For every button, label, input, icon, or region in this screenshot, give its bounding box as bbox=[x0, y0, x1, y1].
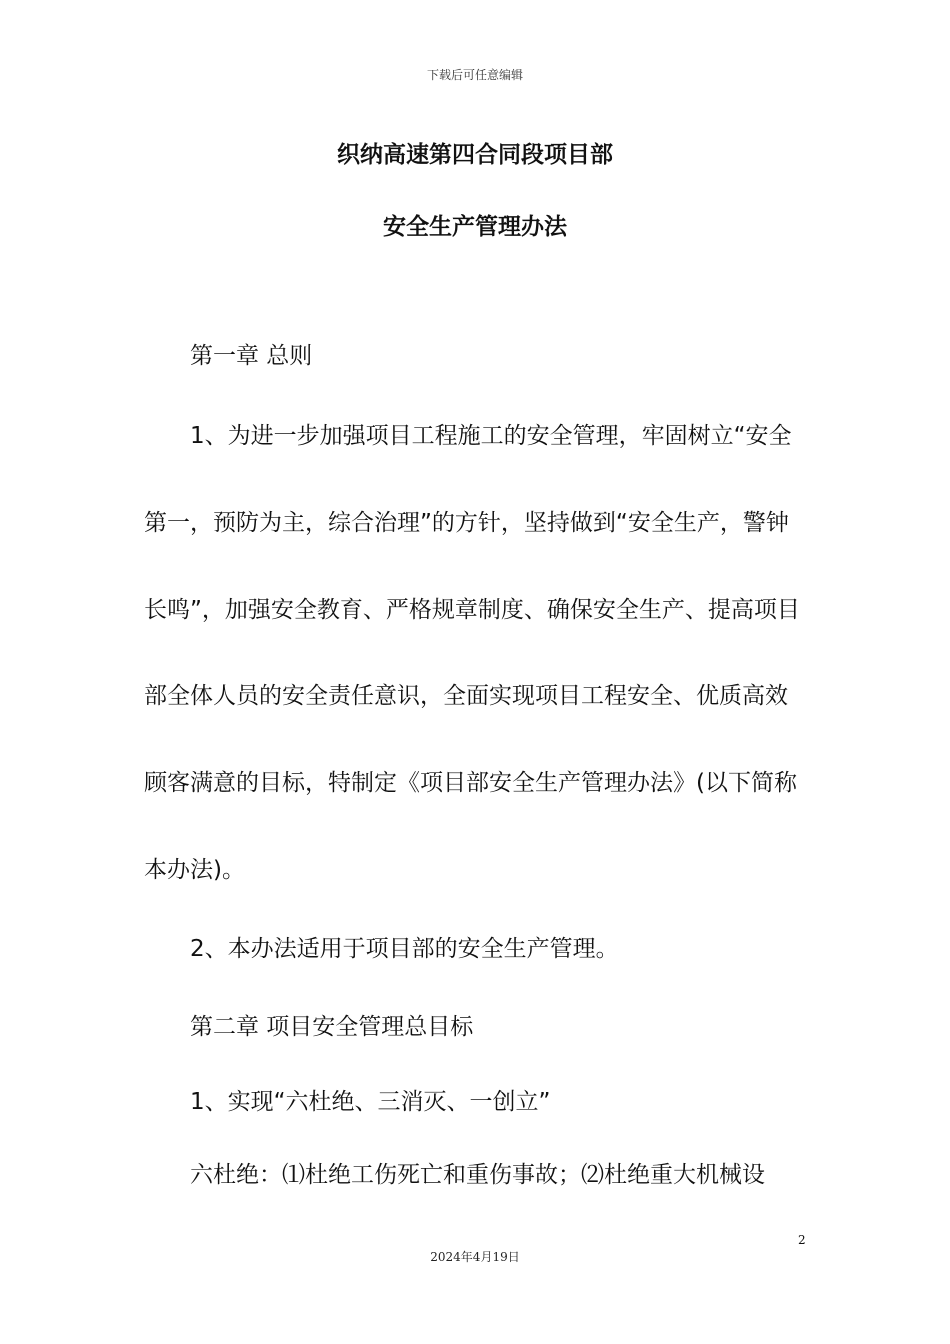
footer-date: 2024年4月19日 bbox=[430, 1250, 520, 1264]
paragraph-line: 第一，预防为主，综合治理”的方针，坚持做到“安全生产，警钟 bbox=[144, 510, 789, 536]
chapter-heading-1: 第一章 总则 bbox=[190, 343, 313, 369]
chapter-heading-2: 第二章 项目安全管理总目标 bbox=[190, 1014, 474, 1040]
paragraph-line: 顾客满意的目标，特制定《项目部安全生产管理办法》(以下简称 bbox=[144, 770, 797, 796]
paragraph-line: 部全体人员的安全责任意识，全面实现项目工程安全、优质高效 bbox=[144, 683, 788, 709]
header-note: 下载后可任意编辑 bbox=[426, 68, 523, 82]
paragraph-line: 1、实现“六杜绝、三消灭、一创立” bbox=[190, 1089, 551, 1115]
document-subtitle: 安全生产管理办法 bbox=[383, 214, 567, 240]
paragraph-line: 1、为进一步加强项目工程施工的安全管理，牢固树立“安全 bbox=[190, 423, 792, 449]
paragraph-line: 六杜绝：⑴杜绝工伤死亡和重伤事故；⑵杜绝重大机械设 bbox=[190, 1162, 765, 1188]
paragraph-line: 长鸣”，加强安全教育、严格规章制度、确保安全生产、提高项目 bbox=[144, 597, 800, 623]
page-number: 2 bbox=[798, 1233, 806, 1247]
paragraph-line: 本办法)。 bbox=[144, 857, 245, 883]
paragraph-line: 2、本办法适用于项目部的安全生产管理。 bbox=[190, 936, 619, 962]
document-title: 织纳高速第四合同段项目部 bbox=[337, 142, 613, 168]
